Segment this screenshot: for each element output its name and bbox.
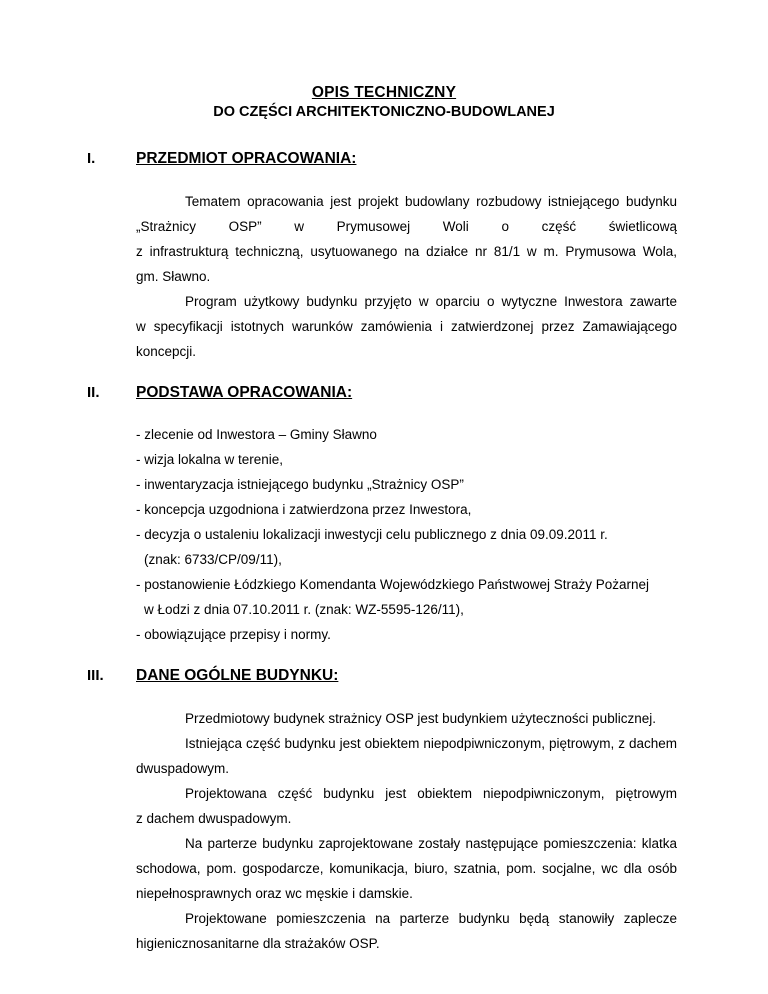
list-item: (znak: 6733/CP/09/11), xyxy=(144,552,282,567)
section-number: I. xyxy=(87,150,96,167)
paragraph-line: higienicznosanitarne dla strażaków OSP. xyxy=(136,936,380,951)
list-item: - obowiązujące przepisy i normy. xyxy=(136,627,331,642)
paragraph-line: Projektowana część budynku jest obiektem niepodpiwniczonym, piętrowym xyxy=(185,786,677,801)
section-number: III. xyxy=(87,667,104,684)
paragraph-line: z dachem dwuspadowym. xyxy=(136,811,292,826)
paragraph-line: koncepcji. xyxy=(136,344,197,359)
list-item: - koncepcja uzgodniona i zatwierdzona przez Inwestora, xyxy=(136,502,472,517)
paragraph-line: dwuspadowym. xyxy=(136,761,230,776)
paragraph-line: Na parterze budynku zaprojektowane zostały następujące pomieszczenia: klatka xyxy=(185,836,677,851)
paragraph-line: Program użytkowy budynku przyjęto w oparciu o wytyczne Inwestora zawarte xyxy=(185,294,677,309)
section-title: PODSTAWA OPRACOWANIA: xyxy=(136,384,353,401)
paragraph-line: schodowa, pom. gospodarcze, komunikacja, biuro, szatnia, pom. socjalne, wc dla osób xyxy=(136,861,677,876)
document-subtitle: DO CZĘŚCI ARCHITEKTONICZNO-BUDOWLANEJ xyxy=(213,104,555,120)
paragraph-line: niepełnosprawnych oraz wc męskie i damskie. xyxy=(136,886,413,901)
paragraph-line: Tematem opracowania jest projekt budowlany rozbudowy istniejącego budynku xyxy=(185,194,677,209)
section-title: DANE OGÓLNE BUDYNKU: xyxy=(136,667,339,684)
paragraph-line: gm. Sławno. xyxy=(136,269,211,284)
document-title: OPIS TECHNICZNY xyxy=(311,84,457,101)
list-item: w Łodzi z dnia 07.10.2011 r. (znak: WZ-5595-126/11), xyxy=(144,602,464,617)
paragraph-line: w specyfikacji istotnych warunków zamówienia i zatwierdzonej przez Zamawiającego xyxy=(136,319,677,334)
list-item: - zlecenie od Inwestora – Gminy Sławno xyxy=(136,427,377,442)
list-item: - wizja lokalna w terenie, xyxy=(136,452,284,467)
section-title: PRZEDMIOT OPRACOWANIA: xyxy=(136,150,357,167)
list-item: - decyzja o ustaleniu lokalizacji inwestycji celu publicznego z dnia 09.09.2011 r. xyxy=(136,527,608,542)
list-item: - postanowienie Łódzkiego Komendanta Wojewódzkiego Państwowej Straży Pożarnej xyxy=(136,577,650,592)
paragraph-line: Istniejąca część budynku jest obiektem niepodpiwniczonym, piętrowym, z dachem xyxy=(185,736,677,751)
paragraph-line: z infrastrukturą techniczną, usytuowanego na działce nr 81/1 w m. Prymusowa Wola, xyxy=(136,244,677,259)
paragraph-line: „Strażnicy OSP” w Prymusowej Woli o część świetlicową xyxy=(136,219,677,234)
list-item: - inwentaryzacja istniejącego budynku „Strażnicy OSP” xyxy=(136,477,464,492)
paragraph-line: Projektowane pomieszczenia na parterze budynku będą stanowiły zaplecze xyxy=(185,911,677,926)
section-number: II. xyxy=(87,384,100,401)
paragraph-line: Przedmiotowy budynek strażnicy OSP jest budynkiem użyteczności publicznej. xyxy=(185,711,656,726)
